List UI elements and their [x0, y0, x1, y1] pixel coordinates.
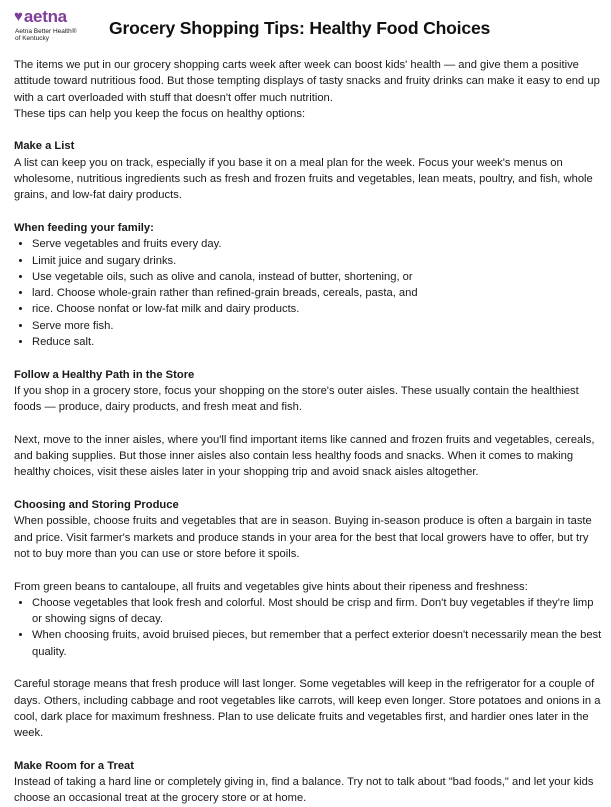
list-item: • Choose vegetables that look fresh and colorful. Most should be crisp and firm. Don't buy vegetables if they're limp or showing signs of decay. [32, 595, 606, 628]
logo-brand: aetna [23, 7, 67, 26]
path-heading: Follow a Healthy Path in the Store [14, 368, 195, 381]
path-paragraph-1: If you shop in a grocery store, focus your shopping on the store's outer aisles. These usually contain the healthiest foods — produce, dairy products, and fresh meat and fish. [14, 384, 579, 414]
produce-paragraph-3: Careful storage means that fresh produce will last longer. Some vegetables will keep in the refrigerator for a couple of days. Others, including cabbage and root vegetables like carrots, will keep even longer. Store potatoes and onions in a cool, dark place for maximum freshness. Plan to use delicate fruits and vegetables first, and hardier ones later in the week. [14, 678, 601, 740]
list-item: • When choosing fruits, avoid bruised pieces, but remember that a perfect exterior doesn't necessarily mean the best quality. [32, 627, 606, 660]
list-item: • rice. Choose nonfat or low-fat milk and dairy products. [32, 301, 606, 317]
document-body [14, 57, 606, 807]
logo-subtitle-line1: Aetna Better Health® [15, 28, 77, 35]
spacer [14, 350, 606, 366]
spacer [14, 481, 606, 497]
logo-subtitle-line2: of Kentucky [15, 35, 49, 43]
feeding-list [14, 236, 606, 350]
intro-lead: These tips can help you keep the focus on healthy options: [14, 107, 306, 120]
produce-list [14, 595, 606, 660]
spacer [14, 122, 606, 138]
intro-paragraph: The items we put in our grocery shopping carts week after week can boost kids' health — and give them a positive attitude toward nutritious food. But those tempting displays of tasty snacks and fruity drinks can make it easy to end up with a cart overloaded with stuff that doesn't offer much nutrition. [14, 59, 600, 104]
spacer [14, 416, 606, 432]
produce-paragraph-1: When possible, choose fruits and vegetables that are in season. Buying in-season produce is often a bargain in taste and price. Visit farmer's markets and produce stands in your area for the best that local growers have to offer, but try not to buy more than you can use or store before it spoils. [14, 515, 592, 560]
produce-heading: Choosing and Storing Produce [14, 499, 179, 512]
logo-mark [14, 8, 110, 25]
feeding-heading: When feeding your family: [14, 221, 154, 234]
make-list-heading: Make a List [14, 140, 75, 153]
list-item: • lard. Choose whole-grain rather than refined-grain breads, cereals, pasta, and [32, 285, 606, 301]
list-item: • Reduce salt. [32, 334, 606, 350]
spacer [14, 562, 606, 578]
list-item: • Use vegetable oils, such as olive and canola, instead of butter, shortening, or [32, 269, 606, 285]
logo-subtitle [15, 28, 110, 42]
treat-heading: Make Room for a Treat [14, 759, 134, 772]
page-title: Grocery Shopping Tips: Healthy Food Choices [109, 18, 491, 38]
list-item: • Serve more fish. [32, 318, 606, 334]
path-paragraph-2: Next, move to the inner aisles, where you'll find important items like canned and frozen fruits and vegetables, cereals, and baking supplies. But those inner aisles also contain less healthy foods and snacks. When it comes to making healthy choices, visit these aisles later in your shopping trip and avoid snack aisles altogether. [14, 433, 595, 479]
heart-icon: ♥ [14, 8, 23, 25]
make-list-text: A list can keep you on track, especially if you base it on a meal plan for the week. Focus your week's menus on wholesome, nutritious ingredients such as fresh and frozen fruits and vegetables, lean meats, poultry, and fish, whole grains, and low-fat dairy products. [14, 156, 593, 202]
spacer [14, 204, 606, 220]
page-header [14, 8, 604, 58]
list-item: • Limit juice and sugary drinks. [32, 253, 606, 269]
spacer [14, 741, 606, 757]
list-item: • Serve vegetables and fruits every day. [32, 236, 606, 252]
aetna-logo [14, 8, 110, 42]
produce-paragraph-2: From green beans to cantaloupe, all fruits and vegetables give hints about their ripeness and freshness: [14, 580, 528, 593]
spacer [14, 660, 606, 676]
treat-text: Instead of taking a hard line or completely giving in, find a balance. Try not to talk about "bad foods," and let your kids choose an occasional treat at the grocery store or at home. [14, 776, 594, 805]
